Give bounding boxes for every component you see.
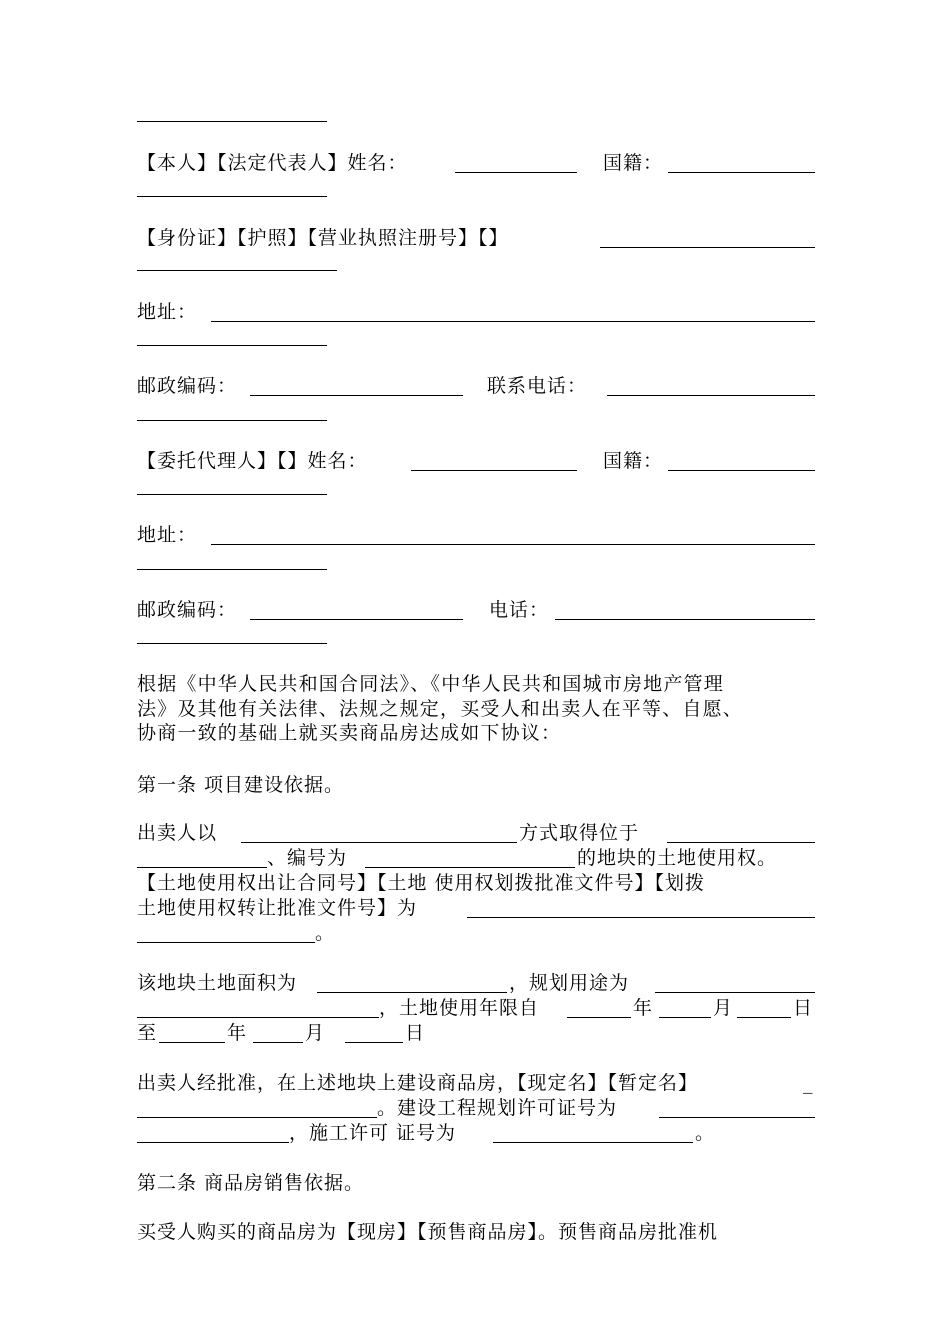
agent-postcode-label: 邮政编码： [137,599,238,621]
agent-phone-label: 电话： [489,599,550,621]
period-mark: 。 [315,922,336,944]
start-day-unit: 日 [793,997,814,1019]
postcode-underline-cont [137,420,327,421]
continuation-underline [137,121,327,122]
postcode-field[interactable] [250,395,463,396]
address-field[interactable] [211,321,815,322]
period-mark-2: 。 [695,1122,716,1144]
article-1-title: 第一条 项目建设依据。 [137,774,345,796]
location-field-cont[interactable] [137,867,267,868]
agent-postcode-field[interactable] [250,619,463,620]
article-2-title-row [137,1170,815,1196]
construction-permit-label: ，施工许可 证号为 [289,1122,457,1144]
article-1-title-row [137,772,815,798]
plot-number-field[interactable] [365,867,575,868]
article-1-p1-line-4 [137,895,815,921]
agent-name-underline-cont [137,494,327,495]
land-area-label: 该地块土地面积为 [137,972,298,994]
transfer-approval-label: 土地使用权转让批准文件号】为 [137,897,418,919]
agent-postcode-underline-cont [137,643,327,644]
address-label: 地址： [137,301,198,323]
project-name-intro: 出卖人经批准，在上述地块上建设商品房，【现定名】【暂定名】 [137,1072,699,1094]
agent-name-field[interactable] [411,470,577,471]
planning-permit-field[interactable] [659,1117,815,1118]
project-name-underscore: _ [803,1072,814,1094]
article-1-p2-line-1 [137,970,815,996]
article-1-p3-line-3 [137,1120,815,1146]
article-1-p2-line-3 [137,1020,815,1046]
planned-use-cont[interactable] [137,1017,379,1018]
location-field[interactable] [667,842,815,843]
contact-phone-field[interactable] [607,395,815,396]
planning-permit-cont[interactable] [137,1142,289,1143]
intro-paragraph [137,672,815,746]
agent-phone-field[interactable] [555,619,815,620]
intro-line-1: 根据《中华人民共和国合同法》、《中华人民共和国城市房地产管理 [137,673,725,695]
article-1-p2-line-2 [137,995,815,1021]
article-1-p1-line-1 [137,820,815,846]
rep-name-row [137,150,815,176]
intro-line-2: 法》及其他有关法律、法规之规定，买受人和出卖人在平等、自愿、 [137,697,744,720]
id-label: 【身份证】【护照】【营业执照注册号】【】 [137,227,509,249]
article-1-p3-line-2 [137,1095,815,1121]
agent-address-label: 地址： [137,524,198,546]
address-row [137,299,815,325]
start-year-unit: 年 [633,997,654,1019]
land-contract-types: 【土地使用权出让合同号】【土地 使用权划拨批准文件号】【划拨 [137,872,706,894]
agent-postcode-row [137,597,815,623]
start-month-field[interactable] [659,1017,711,1018]
article-2-p1: 买受人购买的商品房为【现房】【预售商品房】。预售商品房批准机 [137,1221,719,1243]
agent-address-row [137,522,815,548]
nationality-label: 国籍： [603,152,664,174]
intro-line-3: 协商一致的基础上就买卖商品房达成如下协议： [137,722,562,744]
article-1-p1-line-5 [137,920,815,946]
id-row [137,225,815,251]
land-use-right-label: 的地块的土地使用权。 [577,847,778,869]
construction-permit-field[interactable] [493,1142,693,1143]
rep-name-label: 【本人】【法定代表人】姓名： [137,152,408,174]
id-underline-cont [137,270,337,271]
article-1-p3-line-1 [137,1070,815,1096]
to-label: 至 [137,1022,158,1044]
end-day-field[interactable] [345,1042,403,1043]
rep-name-field[interactable] [455,172,577,173]
article-2-title: 第二条 商品房销售依据。 [137,1172,365,1194]
land-document-number-cont[interactable] [137,942,315,943]
end-month-field[interactable] [253,1042,303,1043]
located-at-label: 方式取得位于 [519,822,640,844]
planned-use-label: ，规划用途为 [509,972,630,994]
nationality-field[interactable] [668,172,815,173]
start-day-field[interactable] [737,1017,791,1018]
rep-name-underline-cont [137,196,327,197]
project-name-field[interactable] [137,1117,377,1118]
planning-permit-label: 。建设工程规划许可证号为 [377,1097,618,1119]
contact-phone-label: 联系电话： [487,375,588,397]
planned-use-field[interactable] [655,992,815,993]
start-month-unit: 月 [713,997,734,1019]
land-area-field[interactable] [317,992,507,993]
article-1-p1-line-3 [137,870,815,896]
end-day-unit: 日 [405,1022,426,1044]
land-term-label: ，土地使用年限自 [379,997,540,1019]
agent-address-field[interactable] [211,544,815,545]
agent-name-row [137,448,815,474]
postcode-row [137,373,815,399]
acquire-method-field[interactable] [241,842,517,843]
article-1-p1-line-2 [137,845,815,871]
agent-name-label: 【委托代理人】【】姓名： [137,450,368,472]
end-month-unit: 月 [305,1022,326,1044]
agent-nationality-label: 国籍： [603,450,664,472]
land-document-number-field[interactable] [467,917,815,918]
agent-address-underline-cont [137,569,327,570]
id-field[interactable] [600,247,815,248]
address-underline-cont [137,345,327,346]
agent-nationality-field[interactable] [668,470,815,471]
start-year-field[interactable] [567,1017,631,1018]
plot-number-label: 、编号为 [267,847,348,869]
article-2-p1-row [137,1219,815,1245]
acquire-by-label: 出卖人以 [137,822,218,844]
postcode-label: 邮政编码： [137,375,238,397]
end-year-unit: 年 [227,1022,248,1044]
end-year-field[interactable] [159,1042,225,1043]
